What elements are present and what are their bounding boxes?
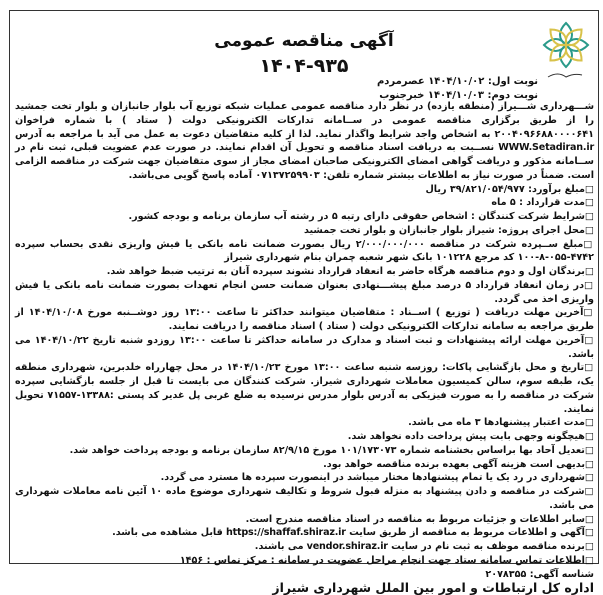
condition-item: □ مدت قرارداد : ۵ ماه <box>15 196 594 210</box>
condition-item: □ اطلاعات تماس سامانه ستاد جهت انجام مراحل عضویت در سامانه : مرکز تماس : ۱۴۵۶ <box>15 554 594 568</box>
second-run: نوبت دوم: ۱۴۰۴/۱۰/۰۳ خبرجنوب <box>379 89 538 101</box>
condition-item: □ شرکت در مناقصه و دادن پیشنهاد به منزله قبول شروط و تکالیف شهرداری موضوع ماده ۱۰ آئین نامه معاملات شهرداری می باشد. <box>15 485 594 513</box>
notice-frame <box>9 10 599 595</box>
ad-id: شناسه آگهی: ۲۰۷۸۳۵۵ <box>485 568 594 580</box>
condition-item: □ مدت اعتبار پیشنهادها ۳ ماه می باشد. <box>15 416 594 430</box>
condition-item: □ برندگان اول و دوم مناقصه هرگاه حاضر به انعقاد قرارداد نشوند سپرده آنان به ترتیب ضبط خواهد شد. <box>15 265 594 279</box>
condition-item: □ مبلغ برآورد: ۳۹/۸۲۱/۰۵۴/۹۷۷ ریال <box>15 183 594 197</box>
first-run: نوبت اول: ۱۴۰۴/۱۰/۰۲ عصرمردم <box>376 76 538 87</box>
condition-item: □ سایر اطلاعات و جزئیات مربوط به مناقصه در اسناد مناقصه مندرج است. <box>15 513 594 527</box>
condition-item: □ تعدیل آحاد بها براساس بخشنامه شماره ۱۰۱/۱۷۳۰۷۳ مورخ ۸۲/۹/۱۵ سازمان برنامه و بودجه پرداخت خواهد شد. <box>15 444 594 458</box>
notice-body <box>15 100 594 595</box>
notice-title: آگهی مناقصه عمومی <box>214 31 394 51</box>
condition-item: □ آخرین مهلت ارائه پیشنهادات و ثبت اسناد و مدارک در سامانه حداکثر تا ساعت ۱۳:۰۰ روزدو شنبه تاریخ ۱۴۰۴/۱۰/۲۲ می باشد. <box>15 334 594 362</box>
condition-item: □ شرایط شرکت کنندگان : اشخاص حقوقی دارای رتبه ۵ در رشته آب سازمان برنامه و بودجه کشور. <box>15 210 594 224</box>
condition-item: □ هیچگونه وجهی بابت پیش پرداخت داده نخواهد شد. <box>15 430 594 444</box>
signature: اداره کل ارتباطات و امور بین الملل شهرداری شیراز <box>272 580 594 595</box>
publication-dates <box>377 75 538 102</box>
condition-item: □ تاریخ و محل بازگشایی پاکات: روزسه شنبه ساعت ۱۳:۰۰ مورخ ۱۴۰۴/۱۰/۲۳ در محل چهارراه خلدبرین، شهرداری منطقه یک، طبقه سوم، سالن کمیسیون معاملات شهرداری شیراز. شرکت کنندگان می بایست تا قبل از جلسه بازگشایی سپرده شرکت در مناقصه را به صورت فیزیکی به آدرس بلوار مدرس نرسیده به ضلع غربی پل غدیر کد پستی :۱۳۳۸۸-۷۱۵۵۷ تحویل نمایند. <box>15 361 594 416</box>
condition-item: □ آخرین مهلت دریافت ( توزیع ) اســناد : متقاضیان میتوانند حداکثر تا ساعت ۱۳:۰۰ روز دوشــنبه مورخ ۱۴۰۴/۱۰/۰۸ از طریق مراجعه به سامانه تدارکات الکترونیکی دولت ( ستاد ) اسناد مناقصه را دریافت نمایند. <box>15 306 594 334</box>
condition-item: □ آگهی و اطلاعات مربوط به مناقصه از طریق سایت https://shaffaf.shiraz.ir قابل مشاهده می باشد. <box>15 526 594 540</box>
condition-item: □ برنده مناقصه موظف به ثبت نام در سایت vendor.shiraz.ir می باشند. <box>15 540 594 554</box>
condition-item: □ در زمان انعقاد قرارداد ۵ درصد مبلغ پیشـــنهادی بعنوان ضمانت حسن انجام تعهدات بصورت ضمانت نامه بانکی یا فیش واریزی اخذ می گردد. <box>15 279 594 307</box>
conditions-list <box>15 183 594 568</box>
condition-item: □ شهرداری در رد یک یا تمام پیشنهادها مختار میباشد در اینصورت سپرده ها مسترد می گردد. <box>15 471 594 485</box>
tender-number: ۱۴۰۴-۹۳۵ <box>259 55 349 77</box>
condition-item: □ محل اجرای پروژه: شیراز بلوار جانبازان و بلوار تخت جمشید <box>15 224 594 238</box>
condition-item: □ مبلغ ســپرده شرکت در مناقصه ۲/۰۰۰/۰۰۰/۰۰۰ ریال بصورت ضمانت نامه بانکی یا فیش واریزی نقدی بحساب سپرده ۴۷۴۲-۰۵۵-۸-۱۰۰ کد مرجع ۱۰۱۲۲۸ بانک شهر شعبه چمران بنام شهرداری شیراز <box>15 238 594 266</box>
intro-paragraph: شـــهرداری شـــیراز (منطقه یازده) در نظر دارد مناقصه عمومی عملیات شبکه توزیع آب بلوار جانبازان و بلوار تخت جمشید را از طریق برگزاری مناقصه عمومی در ســامانه تدارکات الکترونیکی دولت ( ستاد ) با شماره فراخوان ۲۰۰۴۰۹۶۶۸۸۰۰۰۰۶۴۱ به اشخاص واجد شرایط واگذار نماید. لذا از کلیه متقاضیان دعوت به عمل می آید با مراجعه به آدرس WWW.Setadiran.ir نســبت به دریافت اسناد مناقصه و تحویل آن اقدام نمایند. در صورت عدم عضویت قبلی، ثبت نام در ســامانه مذکور و دریافت گواهی امضای الکترونیکی صاحبان امضای مجاز از سوی متقاضیان جهت شرکت در مناقصه الزامی است. ضمناً در صورت نیاز به اطلاعات بیشتر شماره تلفن: ۰۷۱۳۷۲۵۹۹۰۳ آماده پاسخ گویی می‌باشد. <box>15 101 594 181</box>
condition-item: □ بدیهی است هزینه آگهی بعهده برنده مناقصه خواهد بود. <box>15 458 594 472</box>
